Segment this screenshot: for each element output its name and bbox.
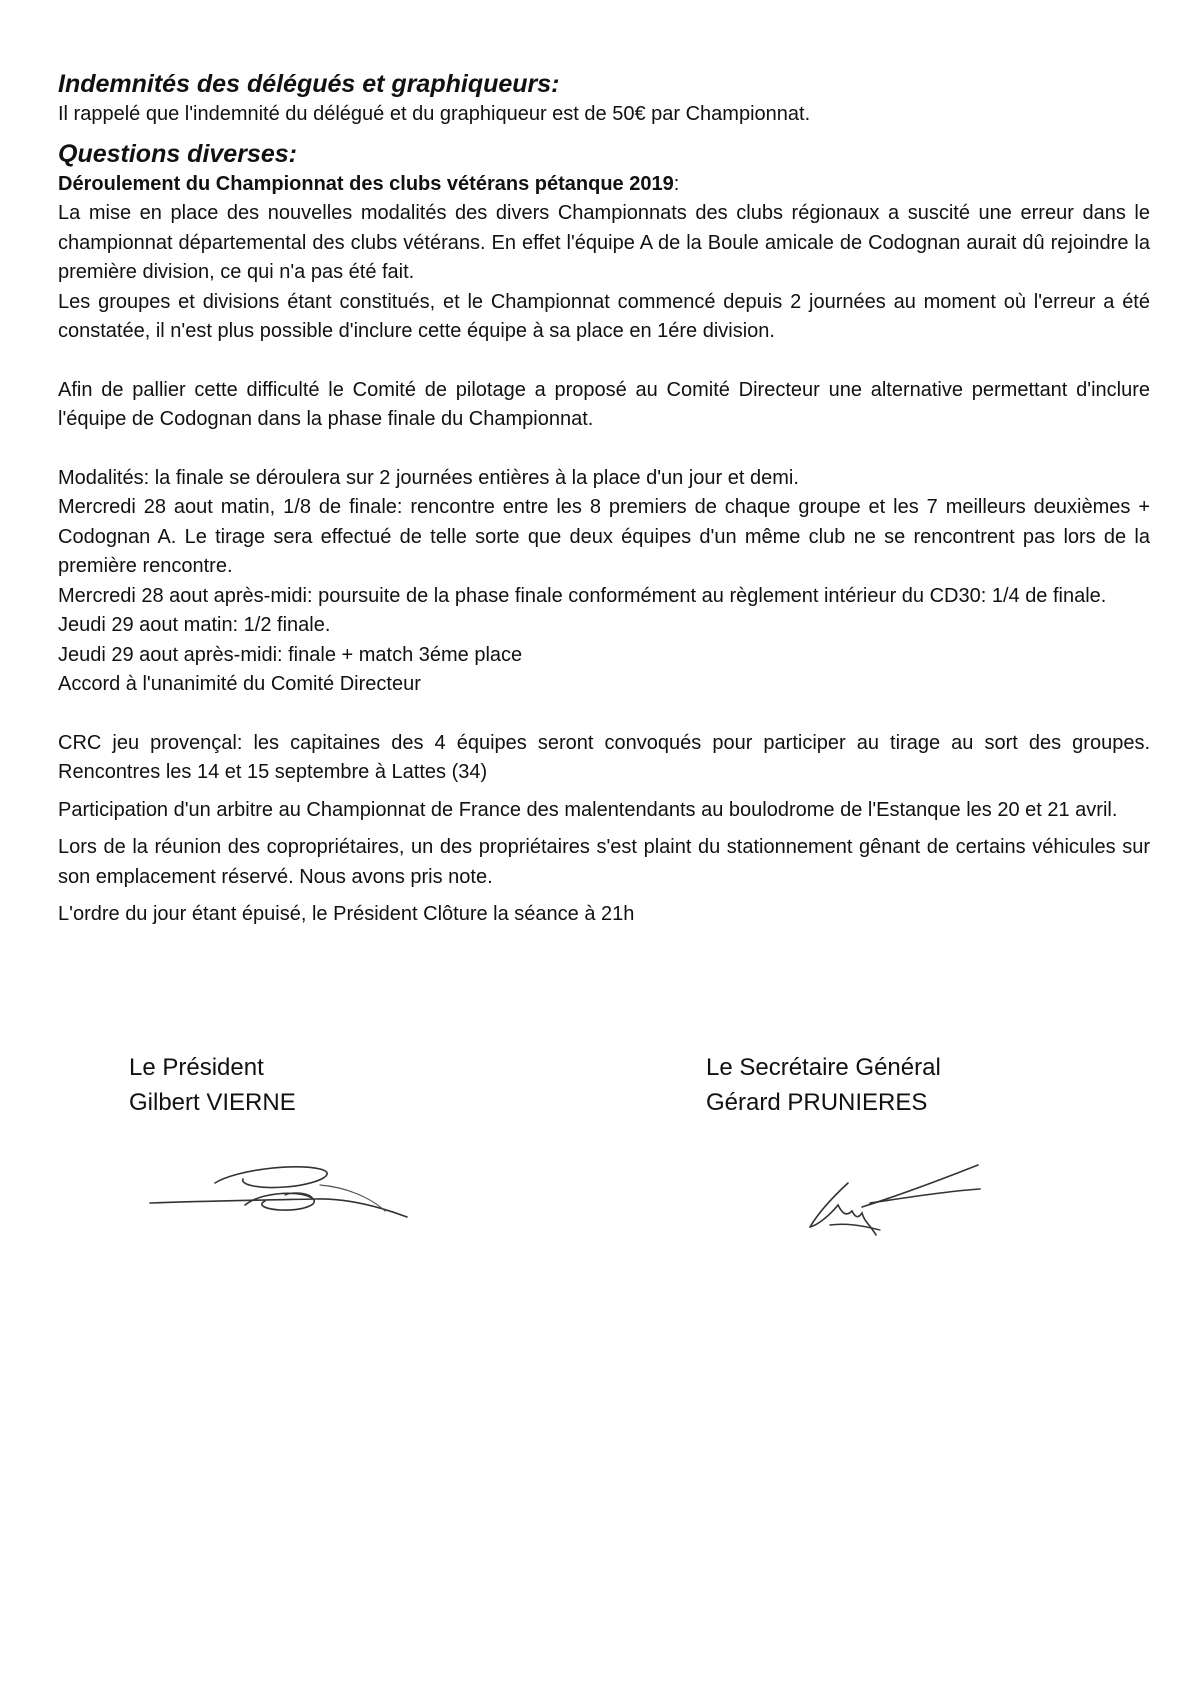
secretaire-signature-drawing: [800, 1155, 985, 1245]
paragraph-arbitre: Participation d'un arbitre au Championnat de France des malentendants au boulodrome de l'Estanque les 20 et 21 avril.: [58, 798, 1118, 821]
secretaire-signature-block: [706, 1050, 941, 1120]
paragraph-jeudi-matin: Jeudi 29 aout matin: 1/2 finale.: [58, 614, 331, 636]
paragraph-jeudi-apres-midi: Jeudi 29 aout après-midi: finale + match 3éme place: [58, 643, 523, 666]
paragraph-groupes: Les groupes et divisions étant constitués, et le Championnat commencé depuis 2 journées au moment où l'erreur a été constatée, il n'est plus possible d'inclure cette équipe à sa place en 1ére division.: [58, 290, 1150, 342]
paragraph-alternative: Afin de pallier cette difficulté le Comité de pilotage a proposé au Comité Directeur une alternative permettant d'inclure l'équipe de Codognan dans la phase finale du Championnat.: [58, 378, 1150, 430]
championnat-subtitle: [58, 170, 1150, 200]
document-body: [58, 68, 1150, 930]
president-signature-block: [129, 1050, 296, 1120]
section-title-indemnites: Indemnités des délégués et graphiqueurs:: [58, 70, 560, 98]
secretaire-name: Gérard PRUNIERES: [706, 1089, 928, 1116]
championnat-subtitle-bold: Déroulement du Championnat des clubs vétérans pétanque 2019: [58, 172, 674, 195]
president-role: Le Président: [129, 1054, 264, 1081]
paragraph-modalites: Modalités: la finale se déroulera sur 2 journées entières à la place d'un jour et demi.: [58, 466, 799, 489]
paragraph-mercredi-matin: Mercredi 28 aout matin, 1/8 de finale: rencontre entre les 8 premiers de chaque groupe et les 7 meilleurs deuxièmes + Codognan A. Le tirage sera effectué de telle sorte que deux équipes d'un même club ne se rencontrent pas lors de la première rencontre.: [58, 496, 1150, 577]
president-name: Gilbert VIERNE: [129, 1089, 296, 1116]
paragraph-cloture: L'ordre du jour étant épuisé, le Président Clôture la séance à 21h: [58, 903, 635, 925]
indemnites-text: Il rappelé que l'indemnité du délégué et du graphiqueur est de 50€ par Championnat.: [58, 103, 811, 125]
signature-area: [0, 1050, 1200, 1250]
section-title-questions: Questions diverses:: [58, 139, 297, 168]
paragraph-erreur: La mise en place des nouvelles modalités des divers Championnats des clubs régionaux a suscité une erreur dans le championnat départemental des clubs vétérans. En effet l'équipe A de la Boule amicale de Codognan aurait dû rejoindre la première division, ce qui n'a pas été fait.: [58, 202, 1150, 283]
paragraph-coproprietaires: Lors de la réunion des copropriétaires, un des propriétaires s'est plaint du stationnement gênant de certains véhicules sur son emplacement réservé. Nous avons pris note.: [58, 836, 1150, 888]
championnat-subtitle-colon: :: [673, 172, 680, 195]
secretaire-role: Le Secrétaire Général: [706, 1054, 941, 1081]
president-signature-drawing: [145, 1155, 415, 1225]
paragraph-accord: Accord à l'unanimité du Comité Directeur: [58, 673, 421, 695]
paragraph-crc: CRC jeu provençal: les capitaines des 4 équipes seront convoqués pour participer au tirage au sort des groupes. Rencontres les 14 et 15 septembre à Lattes (34): [58, 731, 1150, 783]
paragraph-mercredi-apres-midi: Mercredi 28 aout après-midi: poursuite de la phase finale conformément au règlement intérieur du CD30: 1/4 de finale.: [58, 584, 1107, 607]
